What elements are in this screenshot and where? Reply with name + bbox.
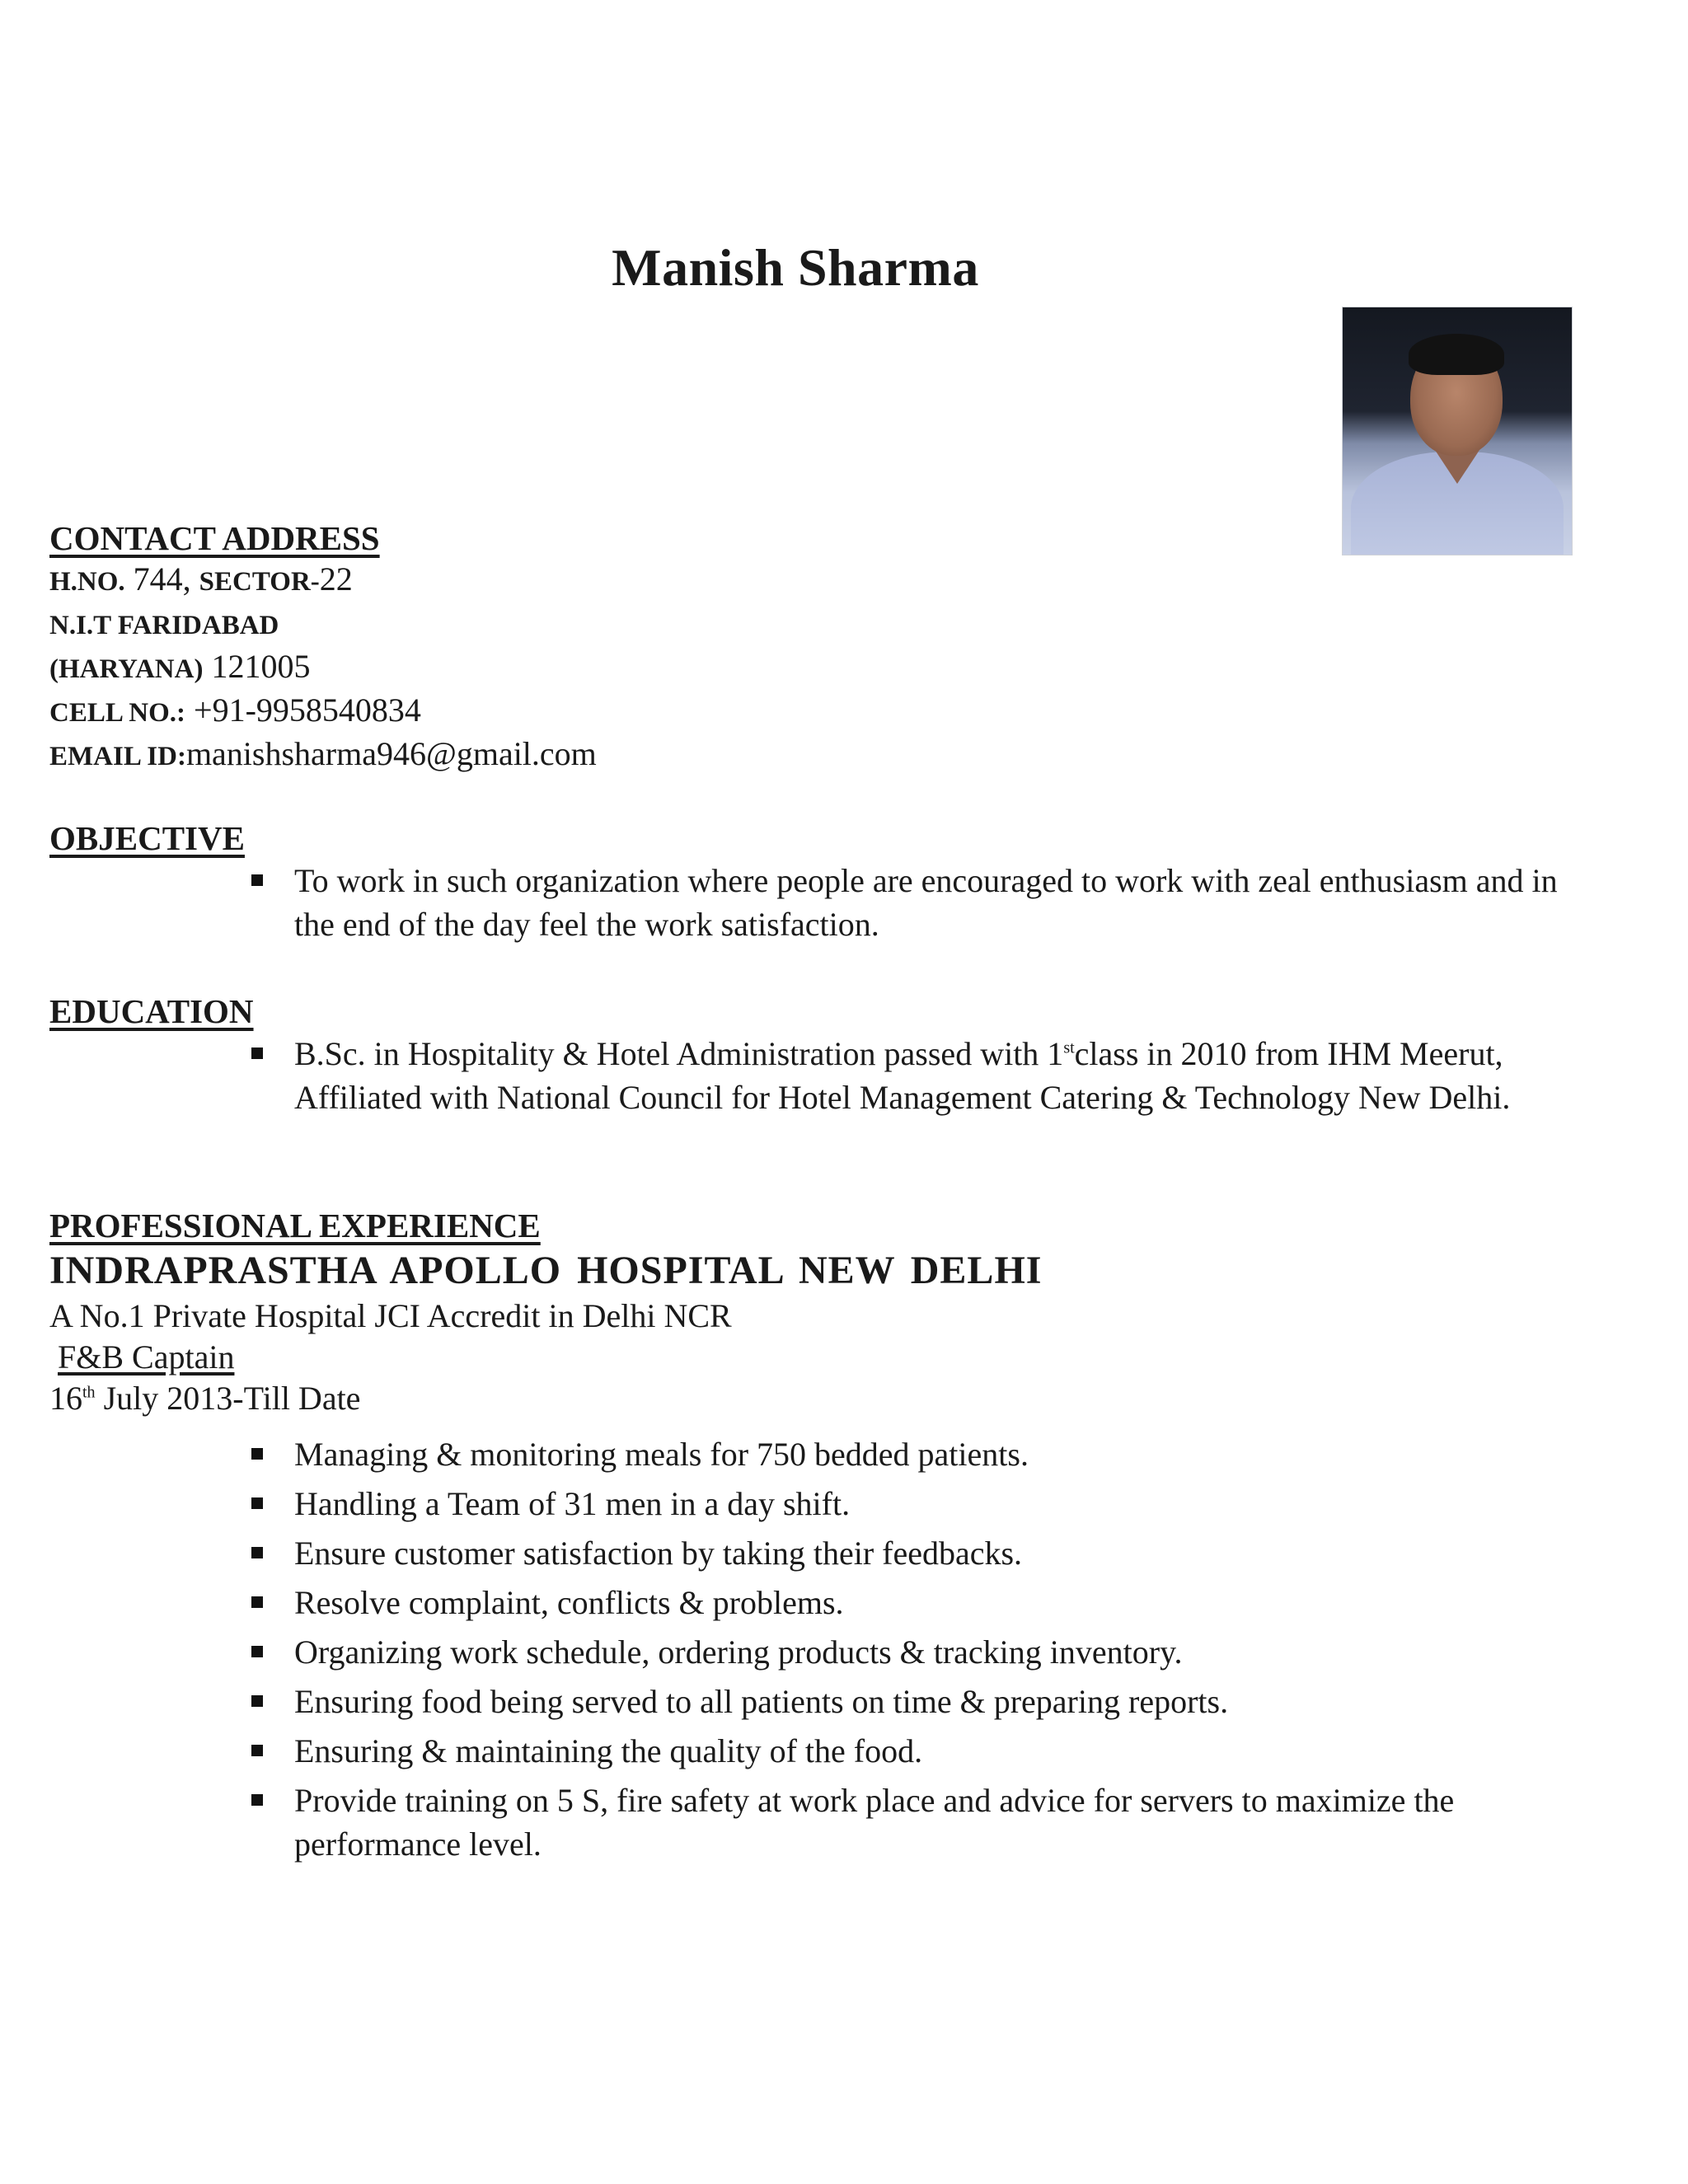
education-list (251, 1032, 1570, 1119)
cell-label: CELL NO.: (49, 698, 186, 728)
objective-list (251, 859, 1570, 946)
cell-value: +91-9958540834 (185, 691, 421, 729)
contact-section (49, 518, 1615, 777)
date-line: 16th July 2013-Till Date (49, 1380, 361, 1417)
contact-heading: CONTACT ADDRESS (49, 519, 380, 557)
hno-label: H.NO. (49, 567, 125, 597)
experience-list (251, 1432, 1570, 1872)
bullet-icon (251, 1448, 263, 1460)
hno-value: 744, (124, 560, 199, 598)
address-line-3 (49, 646, 1615, 690)
job-role: F&B Captain (58, 1338, 235, 1376)
state-label: (HARYANA) (49, 654, 204, 684)
email-value: manishsharma946@gmail.com (185, 735, 597, 772)
education-heading: EDUCATION (49, 992, 254, 1030)
organization-name: INDRAPRASTHA APOLLO HOSPITAL NEW DELHI (49, 1249, 1043, 1292)
bullet-icon (251, 1745, 263, 1756)
bullet-icon (251, 874, 263, 886)
bullet-icon (251, 1646, 263, 1657)
list-item: Provide training on 5 S, fire safety at work place and advice for servers to maximize the performance level. (251, 1779, 1570, 1866)
bullet-icon (251, 1497, 263, 1509)
city: N.I.T FARIDABAD (49, 611, 279, 640)
role-line (49, 1337, 1615, 1378)
experience-heading: PROFESSIONAL EXPERIENCE (49, 1207, 541, 1244)
bullet-icon (251, 1547, 263, 1558)
list-item: Managing & monitoring meals for 750 bedded patients. (251, 1432, 1570, 1476)
education-section (49, 991, 1615, 1032)
bullet-icon (251, 1047, 263, 1059)
list-item: Organizing work schedule, ordering products & tracking inventory. (251, 1630, 1570, 1674)
bullet-icon (251, 1695, 263, 1707)
list-item: To work in such organization where people are encouraged to work with zeal enthusiasm and in the end of the day feel the work satisfaction. (251, 859, 1570, 946)
list-item: Ensure customer satisfaction by taking their feedbacks. (251, 1531, 1570, 1575)
list-item: Handling a Team of 31 men in a day shift. (251, 1482, 1570, 1526)
address-line-2 (49, 602, 1615, 646)
experience-section (49, 1205, 1615, 1419)
candidate-name: Manish Sharma (612, 238, 979, 297)
bullet-icon (251, 1794, 263, 1806)
cell-line (49, 690, 1615, 733)
address-line-1 (49, 559, 1615, 602)
objective-heading: OBJECTIVE (49, 819, 245, 857)
list-item: Ensuring food being served to all patients on time & preparing reports. (251, 1680, 1570, 1723)
objective-section (49, 818, 1615, 859)
pin-code: 121005 (203, 648, 311, 685)
sector-label: SECTOR- (199, 567, 320, 597)
email-line (49, 733, 1615, 777)
list-item: Resolve complaint, conflicts & problems. (251, 1581, 1570, 1624)
organization-description: A No.1 Private Hospital JCI Accredit in Delhi NCR (49, 1297, 732, 1334)
email-label: EMAIL ID: (49, 742, 186, 771)
list-item: B.Sc. in Hospitality & Hotel Administration passed with 1stclass in 2010 from IHM Meerut, Affiliated with National Council for Hotel Management Catering & Technology New Delhi. (251, 1032, 1570, 1119)
sector-value: 22 (319, 560, 353, 598)
bullet-icon (251, 1596, 263, 1608)
list-item: Ensuring & maintaining the quality of the food. (251, 1729, 1570, 1773)
